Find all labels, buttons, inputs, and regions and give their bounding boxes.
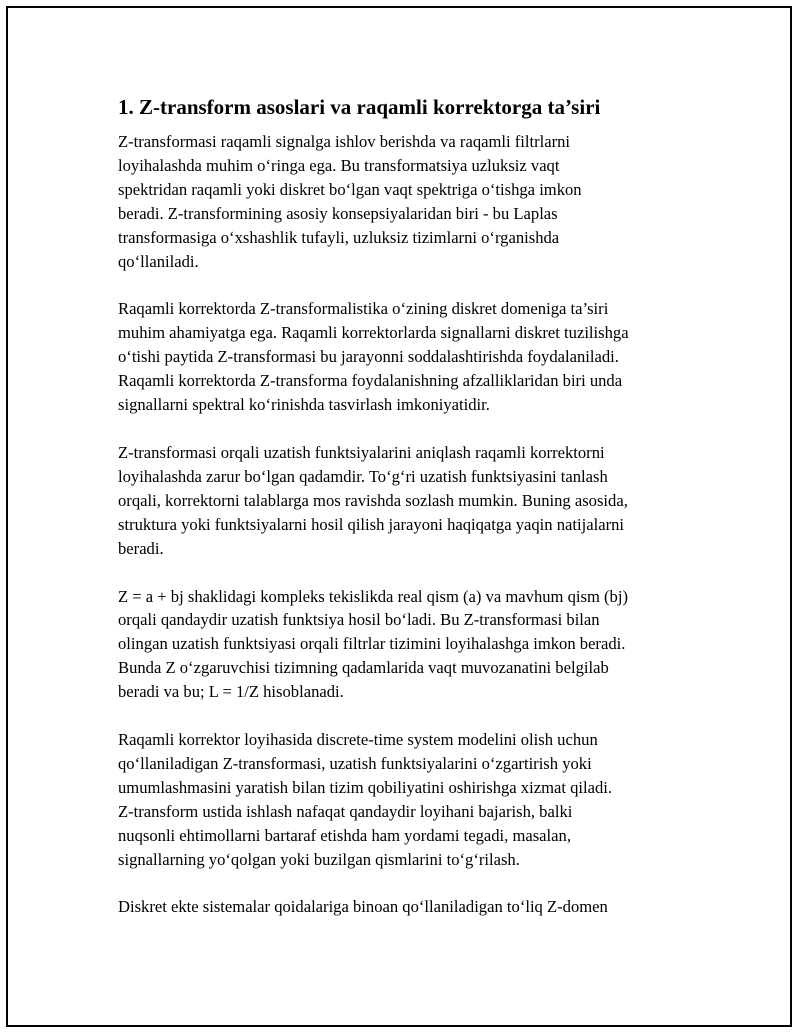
paragraph [118,585,698,705]
text-line: Z-transform ustida ishlash nafaqat qandaydir loyihani bajarish, balki [118,801,573,821]
text-line: loyihalashda muhim o‘ringa ega. Bu transformatsiya uzluksiz vaqt [118,155,560,175]
text-line: transformasiga o‘xshashlik tufayli, uzluksiz tizimlarni o‘rganishda [118,227,560,247]
text-line: beradi. [118,538,164,558]
text-line: olingan uzatish funktsiyasi orqali filtrlar tizimini loyihalashga imkon beradi. [118,634,626,654]
text-line: beradi va bu; L = 1/Z hisoblanadi. [118,682,344,702]
text-line: Bunda Z o‘zgaruvchisi tizimning qadamlarida vaqt muvozanatini belgilab [118,658,609,678]
text-line: Raqamli korrektorda Z-transformalistika o‘zining diskret domeniga ta’siri [118,299,609,319]
document-body [118,94,698,943]
text-line: umumlashmasini yaratish bilan tizim qobiliyatini oshirishga xizmat qiladi. [118,777,613,797]
text-line: Z-transformasi raqamli signalga ishlov berishda va raqamli filtrlarni [118,132,571,151]
text-line: signallarni spektral ko‘rinishda tasvirlash imkoniyatidir. [118,395,490,415]
text-line: o‘tishi paytida Z-transformasi bu jarayonni soddalashtirishda foydalaniladi. [118,347,619,367]
section-heading: 1. Z-transform asoslari va raqamli korrektorga ta’siri [118,95,601,119]
paragraph-list [118,130,698,919]
paragraph [118,297,698,417]
text-line: beradi. Z-transformining asosiy konsepsiyalaridan biri - bu Laplas [118,203,558,223]
text-line: orqali qandaydir uzatish funktsiya hosil bo‘ladi. Bu Z-transformasi bilan [118,610,600,630]
text-line: orqali, korrektorni talablarga mos ravishda sozlash mumkin. Buning asosida, [118,490,628,510]
text-line: Z = a + bj shaklidagi kompleks tekislikda real qism (a) va mavhum qism (bj) [118,586,628,606]
paragraph [118,130,698,273]
paragraph [118,895,698,919]
text-line: muhim ahamiyatga ega. Raqamli korrektorlarda signallarni diskret tuzilishga [118,323,629,343]
text-line: spektridan raqamli yoki diskret bo‘lgan vaqt spektriga o‘tishga imkon [118,179,582,199]
text-line: qo‘llaniladigan Z-transformasi, uzatish funktsiyalarini o‘zgartirish yoki [118,753,592,773]
text-line: Z-transformasi orqali uzatish funktsiyalarini aniqlash raqamli korrektorni [118,442,605,462]
text-line: loyihalashda zarur bo‘lgan qadamdir. To‘g‘ri uzatish funktsiyasini tanlash [118,466,608,486]
text-line: nuqsonli ehtimollarni bartaraf etishda ham yordami tegadi, masalan, [118,825,571,845]
text-line: Raqamli korrektor loyihasida discrete-time system modelini olish uchun [118,730,598,750]
paragraph [118,441,698,561]
text-line: signallarning yo‘qolgan yoki buzilgan qismlarini to‘g‘rilash. [118,849,520,869]
paragraph [118,728,698,871]
text-line: Raqamli korrektorda Z-transforma foydalanishning afzalliklaridan biri unda [118,371,623,391]
text-line: Diskret ekte sistemalar qoidalariga binoan qo‘llaniladigan to‘liq Z-domen [118,897,608,917]
text-line: qo‘llaniladi. [118,251,199,271]
text-line: struktura yoki funktsiyalarni hosil qilish jarayoni haqiqatga yaqin natijalarni [118,514,624,534]
